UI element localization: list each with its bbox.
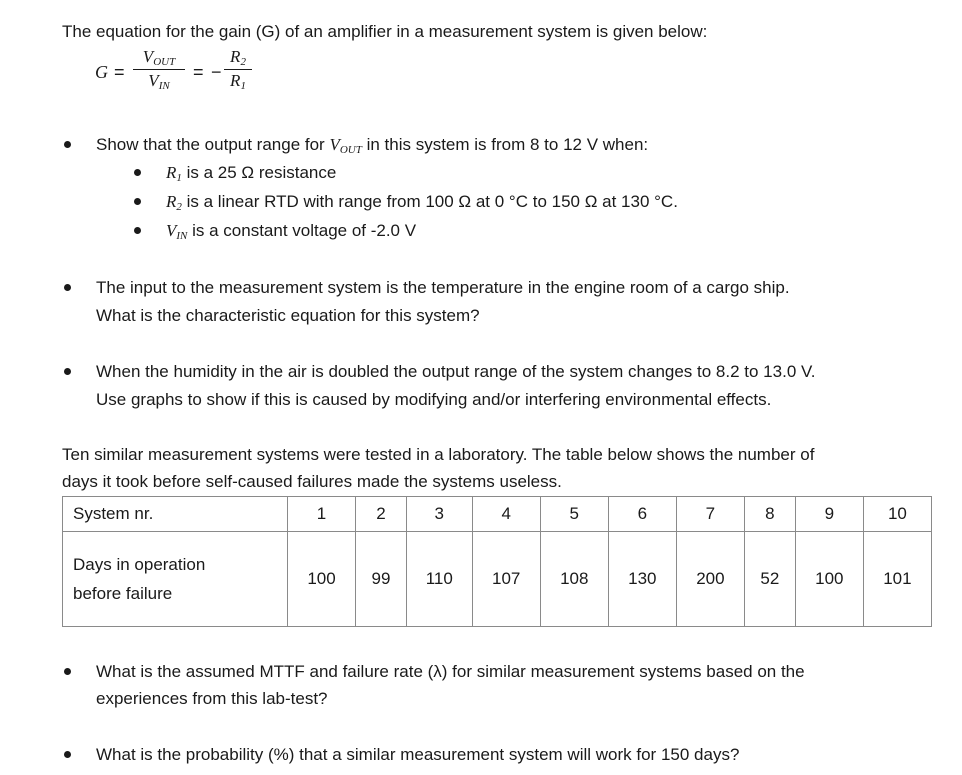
system-cell: 5 (540, 497, 608, 532)
days-cell: 52 (744, 532, 795, 627)
q1-var-sub: OUT (339, 144, 362, 156)
system-cell: 6 (608, 497, 676, 532)
sub-bullet-dot (134, 198, 141, 205)
days-cell: 110 (406, 532, 472, 627)
sub-bullet-dot (134, 169, 141, 176)
eq-num2: R (230, 47, 241, 66)
eq-den2-sub: 1 (240, 80, 246, 92)
system-cell: 1 (288, 497, 356, 532)
eq-den1-sub: IN (158, 80, 170, 92)
days-cell: 130 (608, 532, 676, 627)
sub-item-var: V (166, 221, 177, 240)
question-5-line-1: What is the probability (%) that a similar measurement system will work for 150 days? (96, 745, 740, 764)
days-cell: 100 (795, 532, 863, 627)
days-cell: 99 (356, 532, 407, 627)
eq-fraction-r2-r1 (224, 47, 252, 92)
bullet-dot (64, 284, 71, 291)
sub-item-text: is a constant voltage of -2.0 V (187, 221, 417, 240)
eq-num2-sub: 2 (240, 56, 246, 68)
bullet-dot (64, 368, 71, 375)
q1-sub-item-3 (166, 217, 416, 250)
bullet-dot (64, 668, 71, 675)
table-row (63, 497, 932, 532)
question-4-line-2: experiences from this lab-test? (96, 689, 328, 708)
eq-den2: R (230, 71, 241, 90)
question-3-line-1: When the humidity in the air is doubled the output range of the system changes to 8.2 to 13.0 V. (96, 362, 816, 381)
days-cell: 200 (676, 532, 744, 627)
system-cell: 2 (356, 497, 407, 532)
eq-den1: V (148, 71, 159, 90)
bullet-dot (64, 141, 71, 148)
intro-text: The equation for the gain (G) of an amplifier in a measurement system is given below: (62, 22, 708, 41)
q1-post: in this system is from 8 to 12 V when: (361, 135, 649, 154)
system-cell: 7 (676, 497, 744, 532)
sub-item-var: R (166, 163, 177, 182)
eq-minus: − (211, 62, 222, 82)
sub-item-text: is a 25 Ω resistance (181, 163, 337, 182)
sub-bullet-dot (134, 227, 141, 234)
system-cell: 8 (744, 497, 795, 532)
failure-table (62, 496, 932, 627)
fraction-bar (224, 69, 252, 70)
paragraph-line-1: Ten similar measurement systems were tested in a laboratory. The table below shows the number of (62, 445, 815, 464)
row-header-system: System nr. (63, 497, 288, 532)
sub-item-var-sub: 1 (176, 172, 182, 184)
sub-item-var-sub: 2 (176, 201, 182, 213)
eq-equals-2: = (193, 62, 204, 82)
sub-item-var-sub: IN (176, 230, 188, 242)
eq-fraction-vout-vin (133, 47, 185, 92)
question-2-line-1: The input to the measurement system is the temperature in the engine room of a cargo ship. (96, 278, 790, 297)
eq-num1-sub: OUT (153, 56, 176, 68)
eq-lhs: G (95, 62, 108, 82)
sub-item-text: is a linear RTD with range from 100 Ω at 0 °C to 150 Ω at 130 °C. (181, 192, 678, 211)
question-2-line-2: What is the characteristic equation for this system? (96, 306, 480, 325)
q1-var: V (329, 135, 340, 154)
paragraph-line-2: days it took before self-caused failures made the systems useless. (62, 472, 562, 491)
days-cell: 101 (863, 532, 931, 627)
table-row (63, 532, 932, 627)
row-header-days (63, 532, 288, 627)
days-cell: 107 (472, 532, 540, 627)
days-cell: 100 (288, 532, 356, 627)
eq-num1: V (142, 47, 154, 66)
system-cell: 4 (472, 497, 540, 532)
bullet-dot (64, 751, 71, 758)
row-header-days-line-1: Days in operation (73, 555, 206, 574)
row-header-days-line-2: before failure (73, 584, 173, 603)
question-3-line-2: Use graphs to show if this is caused by modifying and/or interfering environmental effects. (96, 390, 772, 409)
question-4-line-1: What is the assumed MTTF and failure rate (λ) for similar measurement systems based on the (96, 662, 805, 681)
system-cell: 9 (795, 497, 863, 532)
eq-equals-1: = (114, 62, 125, 82)
system-cell: 10 (863, 497, 931, 532)
sub-item-var: R (166, 192, 177, 211)
q1-pre: Show that the output range for (96, 135, 330, 154)
fraction-bar (133, 69, 185, 70)
days-cell: 108 (540, 532, 608, 627)
system-cell: 3 (406, 497, 472, 532)
